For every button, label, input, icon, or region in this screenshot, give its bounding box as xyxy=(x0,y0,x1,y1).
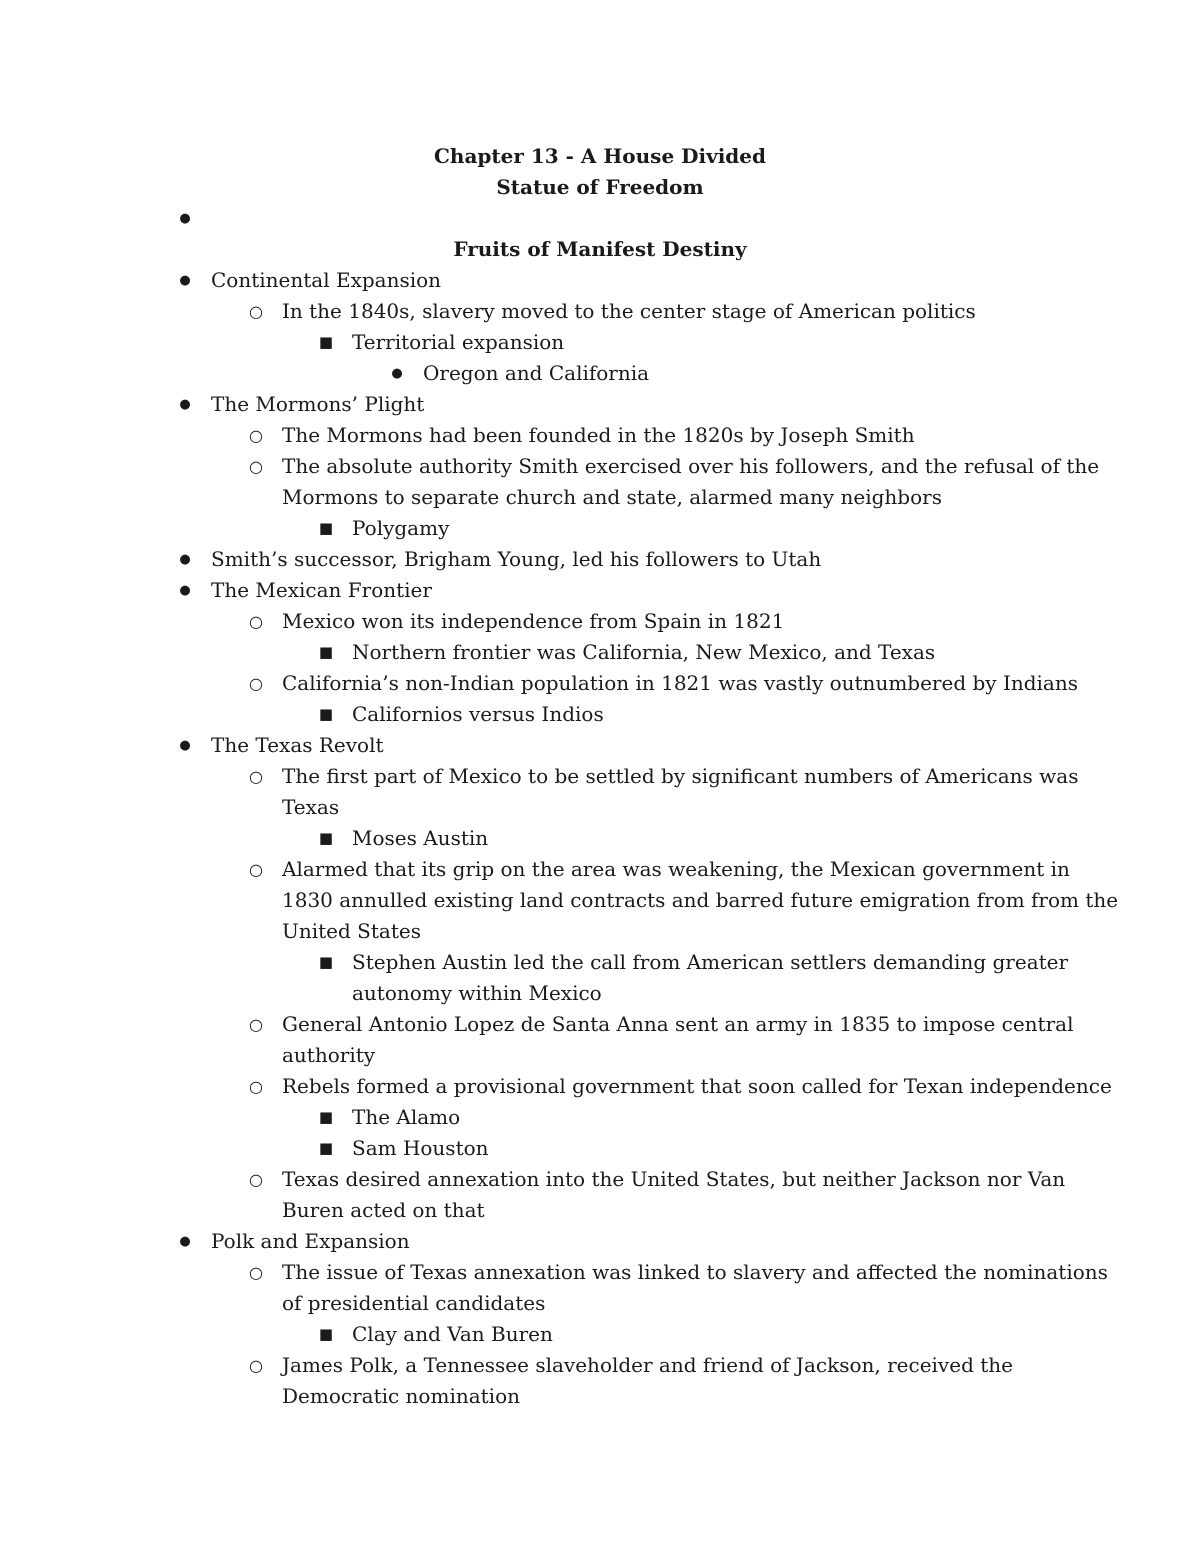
list-item: Oregon and California xyxy=(423,361,650,385)
bullet-level2: ○ xyxy=(249,612,263,631)
bullet-level3: ■ xyxy=(318,705,334,723)
list-item-continuation: Mormons to separate church and state, alarmed many neighbors xyxy=(282,485,942,509)
bullet-level1: ● xyxy=(179,211,191,226)
bullet-level2: ○ xyxy=(249,1015,263,1034)
list-item-continuation: autonomy within Mexico xyxy=(352,981,602,1005)
list-item: The Mexican Frontier xyxy=(211,578,432,602)
list-item: Californios versus Indios xyxy=(352,702,604,726)
list-item: In the 1840s, slavery moved to the center stage of American politics xyxy=(282,299,976,323)
list-item-continuation: Buren acted on that xyxy=(282,1198,485,1222)
bullet-level1: ● xyxy=(179,738,191,753)
list-item-continuation: of presidential candidates xyxy=(282,1291,546,1315)
bullet-level4: ● xyxy=(391,366,403,381)
list-item: Stephen Austin led the call from American settlers demanding greater xyxy=(352,950,1069,974)
list-item: Mexico won its independence from Spain in 1821 xyxy=(282,609,785,633)
bullet-level2: ○ xyxy=(249,767,263,786)
list-item: Polygamy xyxy=(352,516,450,540)
bullet-level1: ● xyxy=(179,273,191,288)
list-item-continuation: United States xyxy=(282,919,421,943)
bullet-level3: ■ xyxy=(318,1139,334,1157)
list-item: The Texas Revolt xyxy=(211,733,384,757)
list-item-continuation: Texas xyxy=(282,795,340,819)
list-item-continuation: 1830 annulled existing land contracts and barred future emigration from from the xyxy=(282,888,1119,912)
list-item: Polk and Expansion xyxy=(211,1229,410,1253)
list-item: The Alamo xyxy=(352,1105,461,1129)
bullet-level2: ○ xyxy=(249,674,263,693)
list-item: General Antonio Lopez de Santa Anna sent an army in 1835 to impose central xyxy=(282,1012,1074,1036)
list-item: The issue of Texas annexation was linked to slavery and affected the nominations xyxy=(282,1260,1108,1284)
list-item: The first part of Mexico to be settled by significant numbers of Americans was xyxy=(282,764,1079,788)
bullet-level1: ● xyxy=(179,397,191,412)
bullet-level2: ○ xyxy=(249,860,263,879)
bullet-level3: ■ xyxy=(318,1108,334,1126)
bullet-level2: ○ xyxy=(249,1077,263,1096)
list-item: James Polk, a Tennessee slaveholder and friend of Jackson, received the xyxy=(282,1353,1013,1377)
list-item: The Mormons had been founded in the 1820s by Joseph Smith xyxy=(282,423,915,447)
list-item: Northern frontier was California, New Mexico, and Texas xyxy=(352,640,936,664)
list-item: Texas desired annexation into the United States, but neither Jackson nor Van xyxy=(282,1167,1066,1191)
list-item-continuation: Democratic nomination xyxy=(282,1384,520,1408)
list-item: Smith’s successor, Brigham Young, led his followers to Utah xyxy=(211,547,822,571)
list-item: Territorial expansion xyxy=(352,330,565,354)
bullet-level1: ● xyxy=(179,552,191,567)
bullet-level3: ■ xyxy=(318,829,334,847)
bullet-level1: ● xyxy=(179,1234,191,1249)
bullet-level2: ○ xyxy=(249,1170,263,1189)
bullet-level3: ■ xyxy=(318,519,334,537)
bullet-level2: ○ xyxy=(249,1356,263,1375)
list-item: Rebels formed a provisional government that soon called for Texan independence xyxy=(282,1074,1112,1098)
bullet-level2: ○ xyxy=(249,426,263,445)
page-title: Chapter 13 - A House Divided xyxy=(434,144,766,168)
list-item: Alarmed that its grip on the area was weakening, the Mexican government in xyxy=(282,857,1070,881)
bullet-level3: ■ xyxy=(318,953,334,971)
bullet-level2: ○ xyxy=(249,1263,263,1282)
list-item: Continental Expansion xyxy=(211,268,442,292)
bullet-level2: ○ xyxy=(249,302,263,321)
page-subtitle: Statue of Freedom xyxy=(496,175,704,199)
section-heading: Fruits of Manifest Destiny xyxy=(453,237,747,261)
bullet-level2: ○ xyxy=(249,457,263,476)
bullet-level3: ■ xyxy=(318,1325,334,1343)
list-item: The Mormons’ Plight xyxy=(211,392,425,416)
list-item: Clay and Van Buren xyxy=(352,1322,553,1346)
list-item: Moses Austin xyxy=(352,826,489,850)
list-item: California’s non-Indian population in 1821 was vastly outnumbered by Indians xyxy=(282,671,1078,695)
bullet-level3: ■ xyxy=(318,333,334,351)
bullet-level1: ● xyxy=(179,583,191,598)
bullet-level3: ■ xyxy=(318,643,334,661)
list-item-continuation: authority xyxy=(282,1043,376,1067)
list-item: The absolute authority Smith exercised over his followers, and the refusal of the xyxy=(282,454,1100,478)
list-item: Sam Houston xyxy=(352,1136,489,1160)
